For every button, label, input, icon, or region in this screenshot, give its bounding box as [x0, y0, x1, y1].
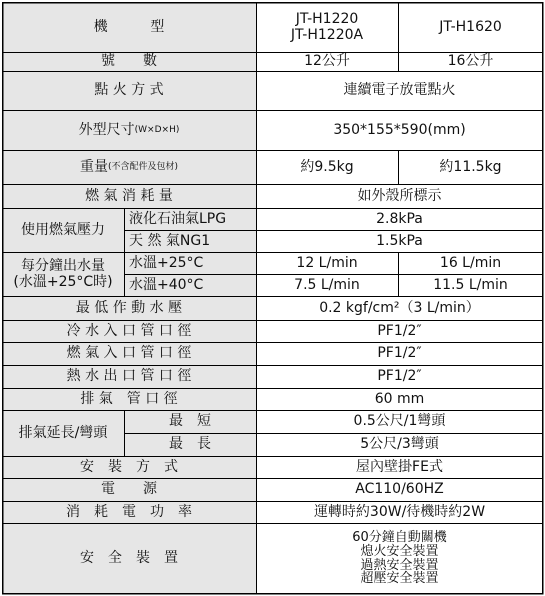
gas-consumption-value: 如外殼所標示	[357, 187, 442, 204]
gas-consumption-label: 燃 氣 消 耗 量	[2, 184, 256, 208]
model-a2-name: JT-H1220A	[290, 27, 364, 43]
exhaust-long-label: 最 長	[124, 433, 256, 456]
weight-label-main: 重量	[79, 158, 108, 175]
ng-label: 天 然 氣NG1	[124, 230, 256, 252]
safety-label: 安 全 裝 置	[2, 523, 256, 594]
t40-a: 7.5 L/min	[294, 276, 360, 293]
exhaust-short-label: 最 短	[124, 410, 256, 433]
dimensions-label-main: 外型尺寸	[78, 121, 135, 138]
output-label-line1: 每分鐘出水量	[21, 257, 105, 274]
exhaust-dia-label: 排 氣 管 口 徑	[2, 388, 256, 410]
min-pressure-value: 0.2 kgf/cm²（3 L/min）	[319, 299, 480, 316]
min-pressure-label: 最 低 作 動 水 壓	[2, 296, 256, 320]
weight-label	[2, 150, 256, 184]
exhaust-dia-value: 60 mm	[374, 390, 425, 407]
install-value: 屋內壁掛FE式	[356, 458, 443, 475]
ignition-value: 連續電子放電點火	[343, 82, 456, 99]
dimensions-value: 350*155*590(mm)	[333, 121, 466, 138]
size-b: 16公升	[447, 53, 494, 70]
t40-b: 11.5 L/min	[433, 276, 508, 293]
model-a-cell	[256, 2, 398, 52]
hot-outlet-value: PF1/2″	[377, 368, 422, 385]
gas-inlet-value: PF1/2″	[377, 345, 422, 362]
output-label-line2: (水溫+25°C時)	[13, 274, 113, 290]
safety-item: 60分鐘自動關機	[352, 530, 447, 546]
cold-inlet-value: PF1/2″	[377, 322, 422, 339]
t25-label: 水溫+25°C	[124, 252, 256, 274]
t25-b: 16 L/min	[439, 254, 502, 271]
hot-outlet-label: 熱 水 出 口 管 口 徑	[2, 365, 256, 388]
gas-inlet-label: 燃 氣 入 口 管 口 徑	[2, 342, 256, 365]
safety-item: 超壓安全裝置	[360, 571, 439, 587]
size-a: 12公升	[304, 53, 350, 70]
t40-label: 水溫+40°C	[124, 274, 256, 296]
exhaust-short-value: 0.5公尺/1彎頭	[353, 413, 446, 430]
gas-pressure-label: 使用燃氣壓力	[2, 208, 124, 252]
exhaust-long-value: 5公尺/3彎頭	[360, 436, 439, 453]
model-b-name: JT-H1620	[439, 18, 502, 35]
model-a-name: JT-H1220	[295, 10, 359, 27]
weight-a: 約9.5kg	[300, 158, 354, 175]
cold-inlet-label: 冷 水 入 口 管 口 徑	[2, 320, 256, 342]
install-label: 安 裝 方 式	[2, 456, 256, 478]
size-label: 號 數	[2, 52, 256, 71]
model-label: 機 型	[2, 2, 256, 52]
safety-list	[256, 523, 543, 594]
output-label	[2, 252, 124, 296]
dimensions-label-small: (W×D×H)	[134, 124, 180, 135]
safety-item: 熄火安全裝置	[360, 543, 439, 559]
consumption-label: 消 耗 電 功 率	[2, 501, 256, 523]
lpg-value: 2.8kPa	[376, 210, 423, 227]
lpg-label: 液化石油氣LPG	[124, 208, 256, 230]
power-label: 電 源	[2, 478, 256, 501]
exhaust-ext-label: 排氣延長/彎頭	[2, 410, 124, 456]
consumption-value: 運轉時約30W/待機時約2W	[313, 503, 486, 520]
safety-item: 過熱安全裝置	[360, 557, 439, 573]
t25-a: 12 L/min	[296, 254, 358, 271]
ignition-label: 點 火 方 式	[2, 71, 256, 110]
power-value: AC110/60HZ	[355, 481, 444, 498]
ng-value: 1.5kPa	[376, 232, 423, 249]
dimensions-label	[2, 110, 256, 150]
weight-label-small: (不含配件及包材)	[107, 161, 179, 172]
weight-b: 約11.5kg	[439, 158, 502, 175]
